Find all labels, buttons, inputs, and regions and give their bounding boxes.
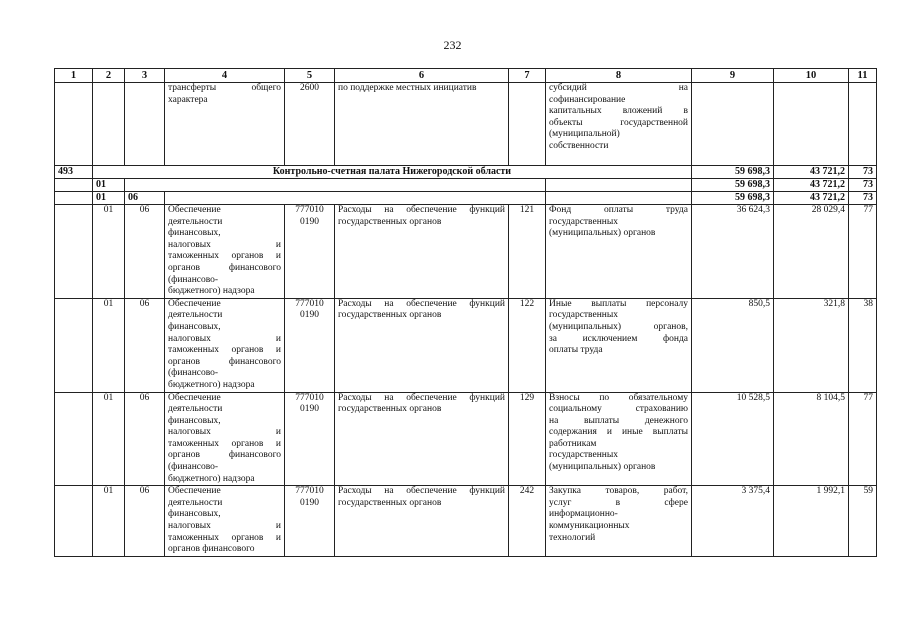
cell-empty [165, 192, 546, 205]
cell-name-line: бюджетного) надзора [168, 379, 255, 390]
cell-expense-type-line: государственных [549, 310, 619, 321]
cell-expense-type-line: софинансирование [549, 94, 626, 105]
cell-name-line: таможенных органов и [168, 251, 281, 262]
table-row [55, 205, 877, 299]
cell-name-line: (финансово- [168, 368, 219, 379]
cell-expense-type-line: государственных [549, 216, 619, 227]
cell-expense-type-line: на выплаты денежного [549, 415, 688, 426]
cell-expense-type-line: Фонд оплаты труда [549, 205, 688, 215]
value-col11: 73 [849, 179, 877, 192]
cell-expense-type-line: (муниципальной) [549, 129, 620, 140]
cell-name-line: деятельности [168, 497, 223, 508]
cell-name-line: Обеспечение [168, 298, 221, 309]
cell-description-line: государственных органов [338, 216, 442, 227]
column-header: 4 [165, 69, 285, 83]
cell-code [285, 486, 335, 557]
cell-code [285, 392, 335, 486]
cell-name-line: органов финансового [168, 544, 255, 555]
cell-description [335, 392, 509, 486]
cell-name-line: финансовых, [168, 415, 221, 426]
cell-name-line: бюджетного) надзора [168, 473, 255, 484]
cell-expense-type-line: социальному страхованию [549, 404, 688, 415]
cell-expense-type-line: работникам [549, 438, 597, 449]
cell-name-line: финансовых, [168, 228, 221, 239]
cell-name [165, 392, 285, 486]
cell-code [285, 205, 335, 299]
cell-name-line: налоговых и [168, 239, 281, 250]
cell-empty [55, 392, 93, 486]
cell-code-line: 0190 [300, 404, 319, 415]
value-col11: 59 [849, 486, 877, 557]
table-row [55, 83, 877, 166]
cell-expense-type-line: Взносы по обязательному [549, 392, 688, 403]
cell-name-line: налоговых и [168, 521, 281, 532]
cell-name-line: органов финансового [168, 356, 281, 367]
cell-description [335, 298, 509, 392]
cell-name-line: Обеспечение [168, 486, 221, 497]
cell-empty [125, 179, 546, 192]
cell-code-line: 777010 [295, 486, 324, 497]
cell-expense-type-line: услуг в сфере [549, 497, 688, 508]
cell-expense-type-line: содержания и иные выплаты [549, 427, 688, 438]
cell-name-line: Обеспечение [168, 205, 221, 215]
cell-expense-type-line: (муниципальных) органов, [549, 321, 688, 332]
column-header: 1 [55, 69, 93, 83]
cell-description-line: Расходы на обеспечение функций [338, 298, 505, 309]
cell-description-line: государственных органов [338, 497, 442, 508]
value-col9: 36 624,3 [692, 205, 774, 299]
table-row [55, 392, 877, 486]
section-row [55, 179, 877, 192]
cell-name-line: Обеспечение [168, 392, 221, 403]
section-code: 01 [93, 392, 125, 486]
cell-name-line: налоговых и [168, 333, 281, 344]
cell-expense-type [546, 298, 692, 392]
cell-expense-type-line: Иные выплаты персоналу [549, 298, 688, 309]
cell-expense-type [546, 486, 692, 557]
cell-expense-type-line: объекты государственной [549, 117, 688, 128]
value-col9: 59 698,3 [692, 192, 774, 205]
budget-table [54, 68, 877, 557]
section-code: 01 [93, 192, 125, 205]
cell-name-line: деятельности [168, 404, 223, 415]
table-header-row [55, 69, 877, 83]
column-header: 7 [509, 69, 546, 83]
cell-name-line: характера [168, 94, 208, 105]
cell-empty [125, 83, 165, 166]
value-col9: 850,5 [692, 298, 774, 392]
column-header: 6 [335, 69, 509, 83]
cell-code [285, 298, 335, 392]
cell-name-line: трансферты общего [168, 83, 281, 93]
value-col11: 77 [849, 392, 877, 486]
value-col10: 43 721,2 [774, 179, 849, 192]
subsection-code: 06 [125, 298, 165, 392]
value-col10: 28 029,4 [774, 205, 849, 299]
cell-expense-type-line: (муниципальных) органов [549, 228, 656, 239]
cell-empty [55, 205, 93, 299]
cell-description-line: Расходы на обеспечение функций [338, 486, 505, 497]
cell-expense-type-line: за исключением фонда [549, 333, 688, 344]
cell-description-line: Расходы на обеспечение функций [338, 205, 505, 215]
section-code: 01 [93, 486, 125, 557]
cell-empty [849, 83, 877, 166]
cell-description-line: Расходы на обеспечение функций [338, 392, 505, 403]
cell-expense-type-line: собственности [549, 140, 609, 151]
value-col11: 38 [849, 298, 877, 392]
column-header: 10 [774, 69, 849, 83]
cell-expense-type-line: технологий [549, 532, 596, 543]
cell-expense-code: 129 [509, 392, 546, 486]
cell-description [335, 205, 509, 299]
cell-name-line: бюджетного) надзора [168, 286, 255, 297]
cell-code-line: 0190 [300, 497, 319, 508]
column-header: 11 [849, 69, 877, 83]
cell-code-line: 777010 [295, 392, 324, 403]
subsection-code: 06 [125, 192, 165, 205]
cell-name-line: налоговых и [168, 427, 281, 438]
cell-empty [692, 83, 774, 166]
cell-name-line: (финансово- [168, 462, 219, 473]
cell-empty [55, 486, 93, 557]
value-col11: 73 [849, 192, 877, 205]
cell-description: по поддержке местных инициатив [335, 83, 509, 166]
table-row [55, 298, 877, 392]
cell-empty [55, 179, 93, 192]
cell-name-line: деятельности [168, 216, 223, 227]
value-col9: 59 698,3 [692, 166, 774, 179]
cell-name [165, 298, 285, 392]
subsection-row [55, 192, 877, 205]
cell-empty [509, 83, 546, 166]
cell-name-line: таможенных органов и [168, 438, 281, 449]
value-col10: 8 104,5 [774, 392, 849, 486]
cell-expense-code: 242 [509, 486, 546, 557]
cell-expense-type-line: государственных [549, 450, 619, 461]
cell-empty [55, 298, 93, 392]
cell-empty [546, 179, 692, 192]
cell-expense-code: 121 [509, 205, 546, 299]
column-header: 9 [692, 69, 774, 83]
page-number: 232 [443, 38, 462, 52]
cell-description-line: государственных органов [338, 310, 442, 321]
cell-expense-type-line: информационно- [549, 509, 618, 520]
subsection-code: 06 [125, 205, 165, 299]
cell-code-line: 777010 [295, 298, 324, 309]
cell-expense-type-line: субсидий на [549, 83, 688, 93]
cell-name-line: таможенных органов и [168, 532, 281, 543]
cell-name-line: органов финансового [168, 450, 281, 461]
cell-name [165, 83, 285, 166]
value-col10: 1 992,1 [774, 486, 849, 557]
cell-code-line: 0190 [300, 310, 319, 321]
cell-description [335, 486, 509, 557]
cell-empty [55, 83, 93, 166]
value-col10: 43 721,2 [774, 192, 849, 205]
cell-name-line: таможенных органов и [168, 345, 281, 356]
subsection-code: 06 [125, 486, 165, 557]
cell-description-line: государственных органов [338, 404, 442, 415]
value-col10: 321,8 [774, 298, 849, 392]
value-col11: 77 [849, 205, 877, 299]
cell-expense-type-line: оплаты труда [549, 345, 603, 356]
value-col10: 43 721,2 [774, 166, 849, 179]
value-col9: 10 528,5 [692, 392, 774, 486]
cell-empty [55, 192, 93, 205]
cell-code-line: 777010 [295, 205, 324, 215]
cell-expense-code: 122 [509, 298, 546, 392]
cell-name [165, 486, 285, 557]
cell-expense-type [546, 205, 692, 299]
cell-name-line: финансовых, [168, 509, 221, 520]
column-header: 3 [125, 69, 165, 83]
table-row [55, 486, 877, 557]
cell-empty [774, 83, 849, 166]
cell-name [165, 205, 285, 299]
section-code: 01 [93, 205, 125, 299]
org-code: 493 [55, 166, 93, 179]
cell-name-line: деятельности [168, 310, 223, 321]
cell-expense-type-line: Закупка товаров, работ, [549, 486, 688, 497]
cell-name-line: (финансово- [168, 274, 219, 285]
section-code: 01 [93, 179, 125, 192]
cell-empty [546, 192, 692, 205]
cell-code-line: 0190 [300, 216, 319, 227]
column-header: 8 [546, 69, 692, 83]
cell-expense-type [546, 83, 692, 166]
cell-name-line: финансовых, [168, 321, 221, 332]
cell-expense-type-line: (муниципальных) органов [549, 462, 656, 473]
org-name: Контрольно-счетная палата Нижегородской области [93, 166, 692, 179]
cell-empty [93, 83, 125, 166]
cell-expense-type [546, 392, 692, 486]
column-header: 2 [93, 69, 125, 83]
column-header: 5 [285, 69, 335, 83]
cell-expense-type-line: капитальных вложений в [549, 106, 688, 117]
value-col11: 73 [849, 166, 877, 179]
subsection-code: 06 [125, 392, 165, 486]
section-code: 01 [93, 298, 125, 392]
cell-expense-type-line: коммуникационных [549, 521, 630, 532]
cell-code: 2600 [285, 83, 335, 166]
cell-name-line: органов финансового [168, 262, 281, 273]
organization-row [55, 166, 877, 179]
value-col9: 3 375,4 [692, 486, 774, 557]
value-col9: 59 698,3 [692, 179, 774, 192]
